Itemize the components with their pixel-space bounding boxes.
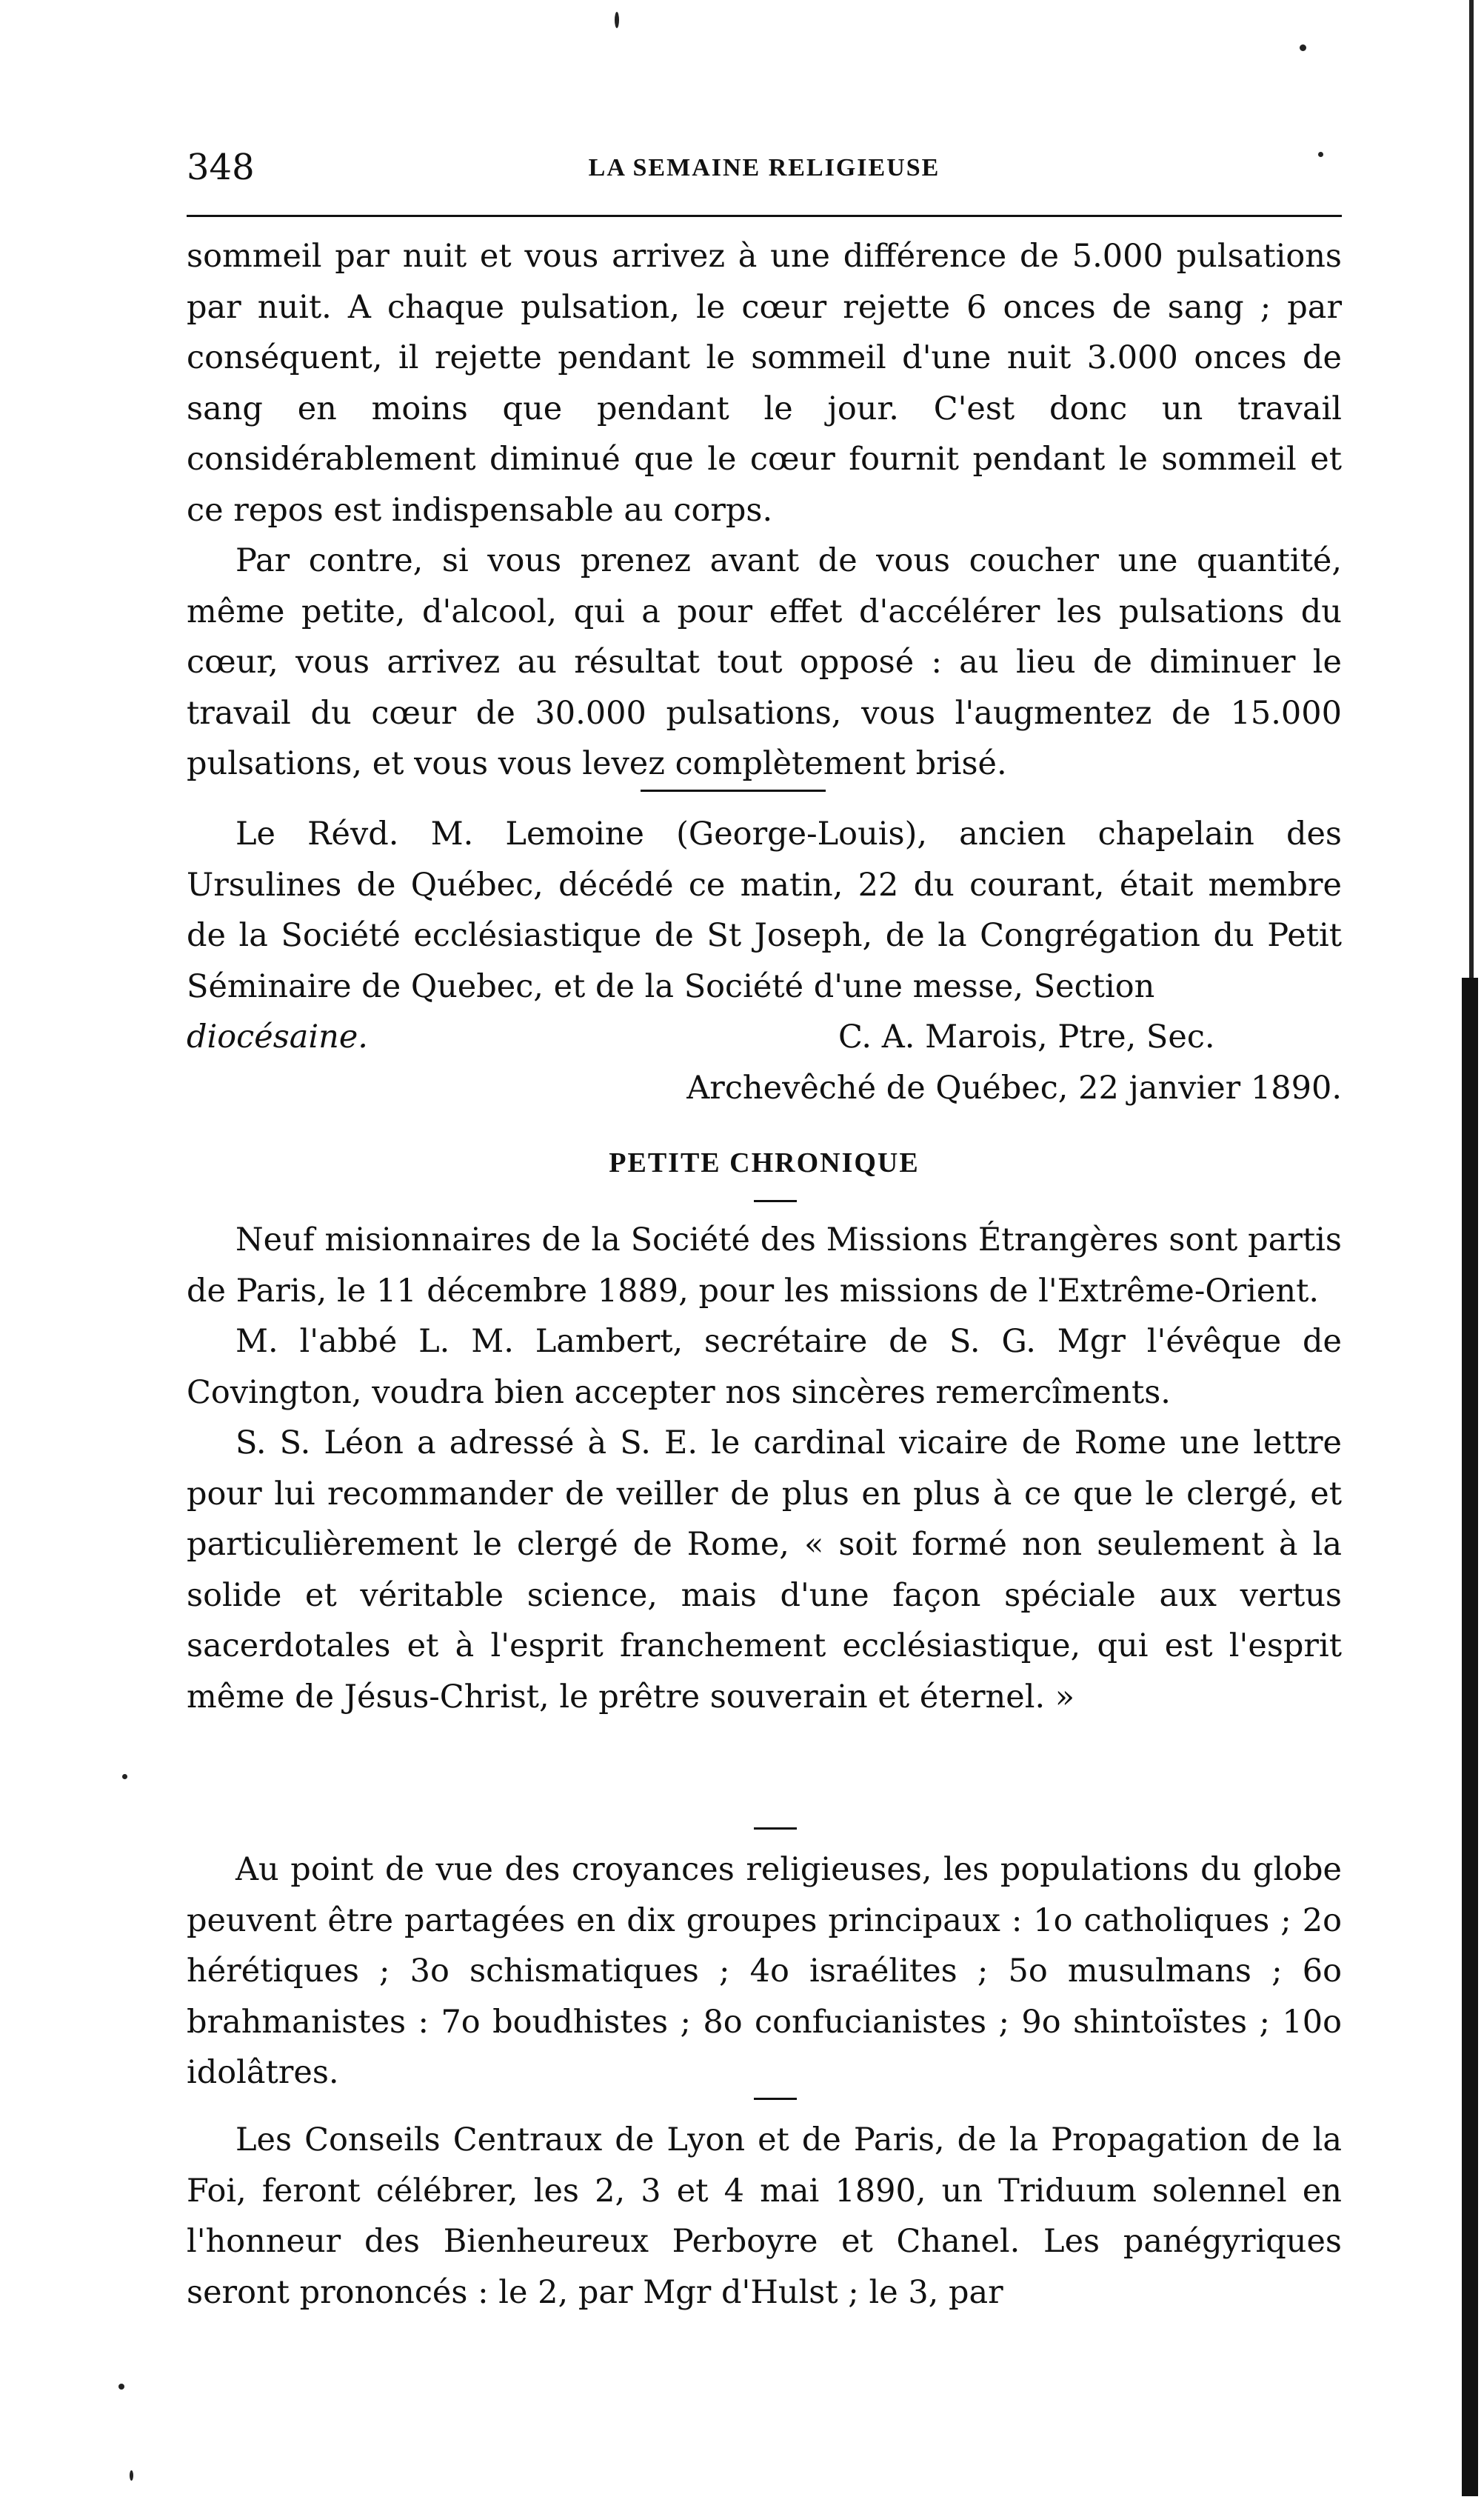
notice-text: Le Révd. M. Lemoine (George-Louis), ancien chapelain des Ursulines de Québec, décédé ce matin, 22 du courant, était membre de la Société ecclésiastique de St Joseph, de la Congrégation du Petit Séminaire de Quebec, et de la Société d'une messe, Section xyxy=(187,816,1342,1005)
place-date: Archevêché de Québec, 22 janvier 1890. xyxy=(686,1069,1342,1107)
paragraph: M. l'abbé L. M. Lambert, secrétaire de S. G. Mgr l'évêque de Covington, voudra bien accepter nos sincères remercîments. xyxy=(187,1323,1342,1411)
scan-speck xyxy=(122,1774,127,1779)
scan-speck xyxy=(615,12,619,28)
paragraph: Au point de vue des croyances religieuses, les populations du globe peuvent être partagées en dix groupes principaux : 1o catholiques ; 2o hérétiques ; 3o schismatiques ; 4o israélites ; 5o musulmans ; 6o brahmanistes : 7o boudhistes ; 8o confucianistes ; 9o shintoïstes ; 10o idolâtres. xyxy=(187,1851,1342,2091)
signature-name: C. A. Marois, Ptre, Sec. xyxy=(838,1018,1215,1056)
header-rule xyxy=(187,215,1342,217)
paragraph: sommeil par nuit et vous arrivez à une différence de 5.000 pulsations par nuit. A chaque pulsation, le cœur rejette 6 onces de sang ; par conséquent, il rejette pendant le sommeil d'une nuit 3.000 onces de sang en moins que pendant le jour. C'est donc un travail considérablement diminué que le cœur fournit pendant le sommeil et ce repos est indispensable au corps. xyxy=(187,238,1342,529)
chronique-items xyxy=(187,1215,1342,1722)
scan-speck xyxy=(118,2384,124,2390)
item-dash xyxy=(754,2098,797,2100)
scan-speck xyxy=(1300,44,1306,51)
paragraph: Les Conseils Centraux de Lyon et de Paris, de la Propagation de la Foi, feront célébrer, les 2, 3 et 4 mai 1890, un Triduum solennel en l'honneur des Bienheureux Perboyre et Chanel. Les panégyriques seront prononcés : le 2, par Mgr d'Hulst ; le 3, par xyxy=(187,2121,1342,2311)
chronique-item-conseils xyxy=(187,2115,1342,2318)
scan-edge-bar xyxy=(1462,978,1478,2496)
item-dash xyxy=(754,1827,797,1830)
page-number: 348 xyxy=(187,147,255,188)
section-title: PETITE CHRONIQUE xyxy=(609,1147,920,1178)
signature-line xyxy=(187,1012,1342,1063)
paragraph: Neuf misionnaires de la Société des Missions Étrangères sont partis de Paris, le 11 décembre 1889, pour les missions de l'Extrême-Orient. xyxy=(187,1221,1342,1310)
page-header xyxy=(187,147,1342,191)
section-separator xyxy=(641,790,826,792)
scan-edge-line xyxy=(1469,0,1474,978)
paragraph: S. S. Léon a adressé à S. E. le cardinal vicaire de Rome une lettre pour lui recommander de veiller de plus en plus à ce que le clergé, et particulièrement le clergé de Rome, « soit formé non seulement à la solide et véritable science, mais d'une façon spéciale aux vertus sacerdotales et à l'esprit franchement ecclésiastique, qui est l'esprit même de Jésus-Christ, le prêtre souverain et éternel. » xyxy=(187,1424,1342,1716)
title-dash xyxy=(754,1200,797,1202)
paragraph: Par contre, si vous prenez avant de vous coucher une quantité, même petite, d'alcool, qui a pour effet d'accélérer les pulsations du cœur, vous arrivez au résultat tout opposé : au lieu de diminuer le travail du cœur de 30.000 pulsations, vous l'augmentez de 15.000 pulsations, et vous vous levez complètement brisé. xyxy=(187,542,1342,782)
place-date-line xyxy=(187,1063,1342,1114)
chronique-item-religions xyxy=(187,1844,1342,2098)
notice-diocese: diocésaine. xyxy=(187,1018,368,1056)
running-title: LA SEMAINE RELIGIEUSE xyxy=(588,154,940,181)
obituary-notice xyxy=(187,809,1342,1113)
scan-speck xyxy=(130,2470,133,2481)
article-continuation xyxy=(187,231,1342,790)
